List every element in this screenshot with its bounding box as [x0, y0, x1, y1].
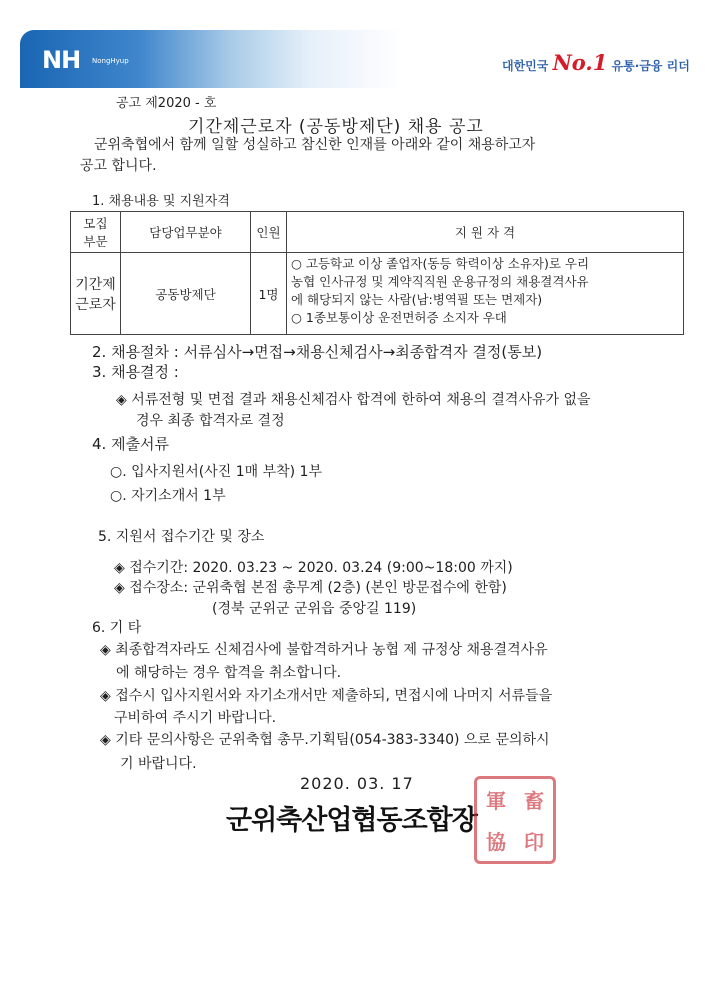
section-4-heading: 4. 제출서류 — [92, 435, 170, 453]
dept-line-1: 기간제 — [75, 276, 116, 293]
header-slogan — [502, 50, 690, 75]
table-cell-qualification — [287, 253, 684, 335]
notice-date: 2020. 03. 17 — [300, 774, 414, 793]
qualification-line: 농협 인사규정 및 계약직직원 운용규정의 채용결격사유 — [291, 274, 589, 289]
slogan-prefix: 대한민국 — [502, 59, 549, 73]
slogan-no1: No.1 — [552, 50, 608, 75]
section-3-bullet-cont: 경우 최종 합격자로 결정 — [136, 413, 285, 429]
section-3-heading: 3. 채용결정 : — [92, 363, 179, 381]
intro-line-2: 공고 합니다. — [80, 158, 157, 174]
section-2-text: 2. 채용절차 : 서류심사→면접→채용신체검사→최종합격자 결정(통보) — [92, 343, 543, 361]
table-header-cell: 지 원 자 격 — [287, 212, 684, 253]
section-6-bullet-cont: 구비하여 주시기 바랍니다. — [114, 710, 277, 726]
section-4-item: ○. 자기소개서 1부 — [110, 488, 226, 504]
table-header-cell — [71, 212, 121, 253]
header-dept-line-1: 모집 — [83, 216, 108, 231]
section-6-bullet-cont: 에 해당하는 경우 합격을 취소합니다. — [116, 665, 342, 681]
table-row — [71, 253, 684, 335]
official-seal-icon: 軍 畜 協 印 — [474, 776, 556, 864]
table-cell-work: 공동방제단 — [121, 253, 251, 335]
header-dept-line-2: 부문 — [83, 234, 108, 249]
table-header-cell: 담당업무분야 — [121, 212, 251, 253]
section-5-item: ◈ 접수장소: 군위축협 본점 총무계 (2층) (본인 방문접수에 한함) — [114, 580, 507, 596]
section-5-heading: 5. 지원서 접수기간 및 장소 — [98, 529, 265, 545]
section-5-item: ◈ 접수기간: 2020. 03.23 ~ 2020. 03.24 (9:00~18:00 까지) — [114, 560, 513, 576]
notice-number: 공고 제2020 - 호 — [116, 96, 217, 111]
table-cell-dept — [71, 253, 121, 335]
qualification-line: ○ 1종보통이상 운전면허증 소지자 우대 — [291, 310, 507, 325]
section-1-heading: 1. 채용내용 및 지원자격 — [92, 194, 230, 209]
section-6-bullet-cont: 기 바랍니다. — [120, 756, 197, 772]
section-6-bullet: ◈ 접수시 입사지원서와 자기소개서만 제출하되, 면접시에 나머지 서류들을 — [100, 688, 553, 704]
table-cell-count: 1명 — [251, 253, 287, 335]
table-header-cell: 인원 — [251, 212, 287, 253]
page-title: 기간제근로자 (공동방제단) 채용 공고 — [188, 117, 484, 137]
section-6-bullet: ◈ 최종합격자라도 신체검사에 불합격하거나 농협 제 규정상 채용결격사유 — [100, 642, 548, 658]
section-3-bullet: ◈ 서류전형 및 면접 결과 채용신체검사 합격에 한하여 채용의 결격사유가 없을 — [116, 392, 591, 408]
requirements-table — [70, 211, 684, 335]
section-6-heading: 6. 기 타 — [92, 620, 142, 636]
organization-name: 군위축산업협동조합장 — [226, 805, 477, 836]
table-header-row — [71, 212, 684, 253]
section-6-bullet: ◈ 기타 문의사항은 군위축협 총무.기획팀(054-383-3340) 으로 문의하시 — [100, 732, 550, 748]
nh-logo-sub: NongHyup — [92, 57, 129, 65]
dept-line-2: 근로자 — [75, 296, 116, 313]
slogan-suffix: 유통·금융 리더 — [611, 59, 690, 73]
section-5-address: (경북 군위군 군위읍 중앙길 119) — [212, 601, 417, 617]
qualification-line: 에 해당되지 않는 사람(남:병역필 또는 면제자) — [291, 292, 543, 307]
section-4-item: ○. 입사지원서(사진 1매 부착) 1부 — [110, 464, 322, 480]
qualification-line: ○ 고등학교 이상 졸업자(동등 학력이상 소유자)로 우리 — [291, 256, 590, 271]
nh-logo: NH — [42, 46, 81, 74]
intro-line-1: 군위축협에서 함께 일할 성실하고 참신한 인재를 아래와 같이 채용하고자 — [94, 137, 536, 153]
